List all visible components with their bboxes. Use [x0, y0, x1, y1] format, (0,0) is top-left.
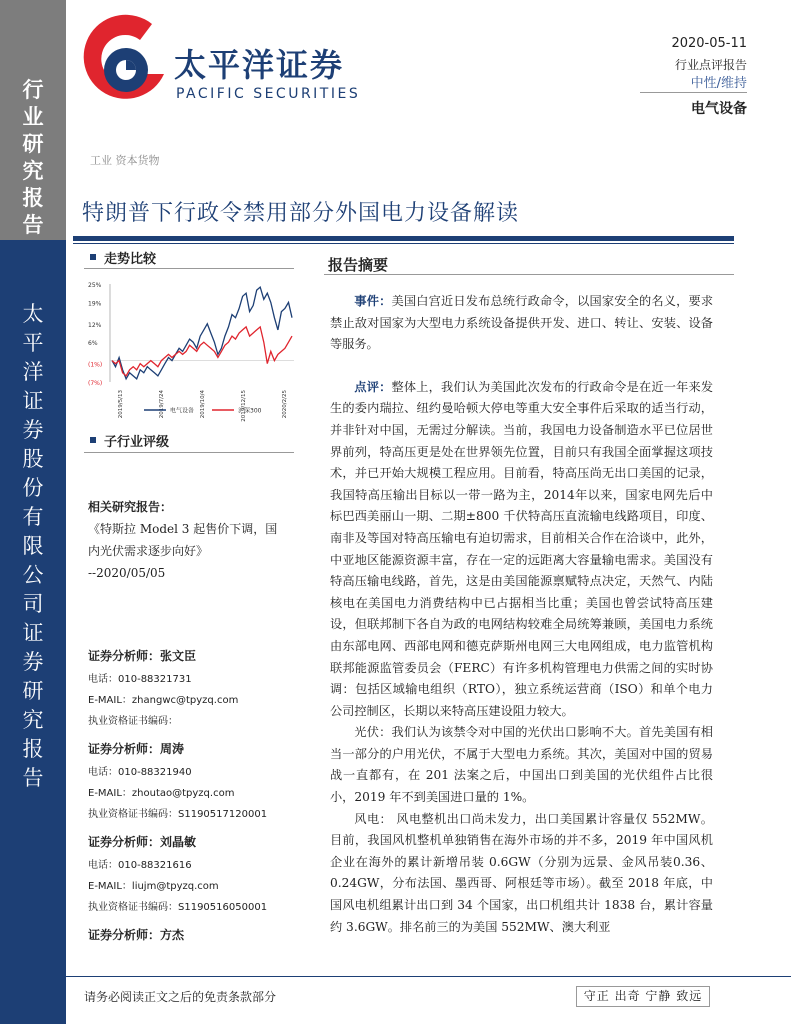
report-type: 行业点评报告 — [674, 58, 747, 72]
y-tick-label: 6% — [88, 340, 98, 348]
industry-category: 工业 资本货物 — [90, 154, 160, 167]
summary-body — [330, 291, 713, 938]
section-divider — [84, 452, 294, 453]
trend-section-heading: 走势比较 — [104, 252, 157, 267]
pacific-securities-logo-icon — [82, 14, 170, 114]
analyst-block — [88, 926, 308, 953]
summary-pv-paragraph: 光伏：我们认为该禁令对中国的光伏出口影响不大。首先美国有相当一部分的户用光伏，不属于大型电力系统。其次，美国对中国的贸易战一直都有，在 201 法案之后，中国出口到美国的光伏组件占比很小，2019 年不到美国进口量的 1%。 — [330, 725, 713, 805]
analyst-cert: 执业资格证书编码： — [88, 716, 178, 727]
analyst-email[interactable]: E-MAIL：zhoutao@tpyzq.com — [88, 788, 235, 799]
sidebar-company-label: 太 平 洋 证 券 股 份 有 限 公 司 证 券 研 究 报 告 — [22, 302, 44, 790]
summary-event-paragraph — [330, 291, 713, 356]
y-tick-label: 25% — [88, 282, 102, 289]
event-text: 美国白宫近日发布总统行政命令，以国家安全的名义，要求禁止敌对国家为大型电力系统设备提供开发、进口、转让、安装、设备等服务。 — [330, 294, 714, 352]
footer-divider — [66, 976, 791, 977]
analyst-cert: 执业资格证书编码：S1190517120001 — [88, 809, 268, 820]
industry-rating: 中性/维持 — [690, 76, 747, 91]
x-tick-label: 2019/7/24 — [159, 390, 165, 419]
analyst-email[interactable]: E-MAIL：zhangwc@tpyzq.com — [88, 695, 239, 706]
section-bullet — [90, 254, 96, 260]
event-label: 事件： — [354, 294, 392, 308]
legend-label: 沪深300 — [238, 407, 262, 415]
analyst-block — [88, 647, 308, 737]
sub-industry-rating-heading: 子行业评级 — [104, 435, 170, 450]
summary-review-paragraph — [330, 377, 713, 723]
related-report-title-line[interactable]: 《特斯拉 Model 3 起售价下调，国 — [88, 522, 278, 536]
analyst-phone: 电话：010-88321731 — [88, 674, 192, 685]
y-tick-label: 19% — [88, 300, 102, 308]
title-divider-thick — [73, 236, 734, 241]
logo-english-name: PACIFIC SECURITIES — [176, 86, 361, 102]
analyst-name: 证券分析师：方杰 — [88, 928, 185, 942]
related-report-title-line[interactable]: 内光伏需求逐步向好》 — [88, 544, 209, 558]
y-tick-label: 12% — [88, 321, 102, 329]
title-divider-thin — [73, 243, 734, 244]
x-tick-label: 2019/10/4 — [200, 390, 206, 419]
sector-name: 电气设备 — [691, 101, 747, 117]
footer-motto: 守正 出奇 宁静 致远 — [576, 986, 710, 1007]
footer-disclaimer: 请务必阅读正文之后的免责条款部分 — [84, 990, 277, 1004]
header-divider — [640, 92, 747, 93]
legend-label: 电气设备 — [170, 407, 195, 415]
analyst-name: 证券分析师：刘晶敏 — [88, 835, 197, 849]
review-label: 点评： — [354, 379, 392, 394]
related-reports-heading: 相关研究报告： — [88, 500, 173, 514]
analyst-name: 证券分析师：周涛 — [88, 742, 185, 756]
trend-chart — [84, 274, 299, 424]
analyst-block — [88, 833, 308, 923]
analyst-phone: 电话：010-88321940 — [88, 767, 192, 778]
sidebar-report-label: 行 业 研 究 报 告 — [22, 77, 44, 237]
summary-wind-paragraph: 风电： 风电整机出口尚未发力，出口美国累计容量仅 552MW。目前，我国风机整机单独销售在海外市场的并不多，2019 年中国风机企业在海外的累计新增吊装 0.6GW（分别为远景、金风吊装0.36、0.24GW，分布法国、墨西哥、阿根廷等市场）。截至 2018 年底，中国风电机组累计出口到 34 个国家，出口机组共计 1838 台，累计容量约 3.6GW。排名前三的为美国 552MW、澳大利亚 — [330, 811, 713, 934]
x-tick-label: 2019/5/13 — [118, 390, 124, 419]
related-report-date: --2020/05/05 — [88, 566, 166, 580]
review-text: 整体上，我们认为美国此次发布的行政命令是在近一年来发生的委内瑞拉、纽约曼哈顿大停电等重大安全事件后采取的适当行动，并非针对中国，无需过分解读。当前，我国电力设备制造水平已位居世界前列，特高压更是处在世界领先位置，目前只有我国全面掌握这项技术，并已开始大规模工程应用。目前看，特高压尚无出口美国的记录，我国特高压输出目标以一带一路为主，2014年以来，国家电网先后中标巴西美丽山一期、二期±800 千伏特高压直流输电线路项目，印度、南非及等国对特高压输电有迫切需求，目前相关合作在洽谈中，此外，中亚地区能源资源丰富，存在一定的远距离大容量输电需求。美国没有特高压输电线路，首先，这是由美国能源禀赋特点决定，天然气、内陆核电在美国电力消费结构中已占据相当比重；美国也曾尝试特高压建设，但联邦制下各自为政的电网结构较难全局统筹兼顾，美国电力系统由东部电网、西部电网和德克萨斯州电网三大电网组成，电力监管机构联邦能源监管委员会（FERC）有许多机构管理电力供需之间的实时协调：包括区域输电组织（RTO），独立系统运营商（ISO）和单个电力公司控制区，长期以来特高压建设阻力较大。 — [330, 379, 714, 718]
analyst-name: 证券分析师：张文臣 — [88, 649, 197, 663]
report-title: 特朗普下行政令禁用部分外国电力设备解读 — [82, 201, 520, 226]
section-bullet — [90, 437, 96, 443]
logo-chinese-name: 太平洋证券 — [174, 46, 345, 84]
analyst-block — [88, 740, 308, 830]
analyst-email[interactable]: E-MAIL：liujm@tpyzq.com — [88, 881, 219, 892]
related-reports — [88, 496, 303, 584]
section-divider — [324, 274, 734, 275]
y-tick-label: (1%) — [88, 361, 103, 369]
analyst-phone: 电话：010-88321616 — [88, 860, 192, 871]
y-tick-label: (7%) — [88, 380, 103, 387]
x-tick-label: 2019/12/15 — [241, 390, 247, 422]
report-date: 2020-05-11 — [671, 36, 747, 51]
analyst-cert: 执业资格证书编码：S1190516050001 — [88, 902, 268, 913]
summary-heading: 报告摘要 — [328, 256, 389, 274]
section-divider — [84, 268, 294, 269]
x-tick-label: 2020/2/25 — [282, 390, 288, 419]
